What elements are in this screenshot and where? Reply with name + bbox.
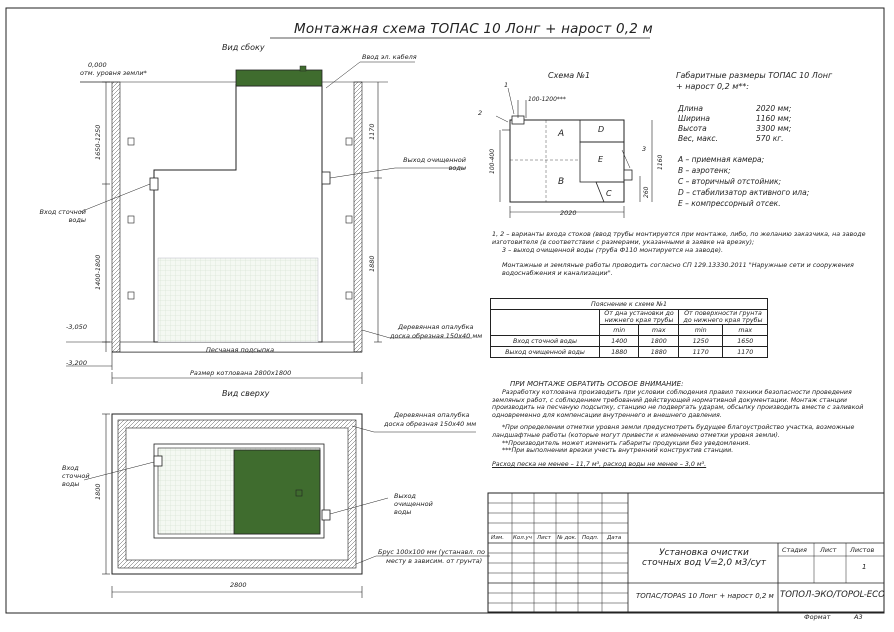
cell: 1880 (600, 347, 639, 358)
legend-item: С – вторичный отстойник; (678, 177, 782, 186)
top-formwork-board: доска обрезная 150х40 мм (384, 420, 477, 428)
scheme-dim-100-1200: 100-1200*** (528, 96, 566, 103)
dim-row-label: Вес, макс. (678, 134, 718, 143)
dimensions-heading-2: + нарост 0,2 м**: (676, 82, 749, 91)
sand-bed-label: Песчаная подсыпка (206, 346, 275, 354)
note-standards: Монтажные и земляные работы проводить согласно СП 129.13330.2011 "Наружные сети и сооружения водоснабжения и канализации". (502, 261, 854, 277)
scheme-notes (492, 230, 874, 277)
installation-notes (492, 381, 876, 469)
attention-heading: ПРИ МОНТАЖЕ ОБРАТИТЬ ОСОБОЕ ВНИМАНИЕ: (510, 380, 684, 388)
consumption-note: Расход песка не менее – 11,7 м³, расход воды не менее – 3,0 м³. (492, 461, 707, 469)
stamp-col-doc: № док. (557, 535, 577, 541)
stamp-stage: Стадия (782, 546, 807, 554)
cable-inlet-label: Ввод эл. кабеля (362, 53, 417, 61)
tank-neck (236, 70, 322, 86)
scheme-num-1: 1 (504, 81, 509, 89)
dim-row-label: Длина (678, 104, 704, 113)
row-label: Вход сточной воды (491, 336, 600, 347)
mark-3200: -3,200 (66, 359, 87, 367)
legend-item: Е – компрессорный отсек. (678, 199, 781, 208)
zero-caption: отм. уровня земли* (80, 69, 147, 77)
mark-3050: -3,050 (66, 323, 87, 331)
legend-item: В – аэротенк; (678, 166, 731, 175)
scheme-zone-b: B (558, 177, 565, 187)
side-formwork-label: Деревянная опалубка (398, 323, 474, 331)
top-dim-1800: 1800 (94, 483, 102, 500)
cell: 1880 (639, 347, 678, 358)
zero-mark: 0,000 (88, 61, 107, 69)
stamp-col-list: Лист (537, 535, 551, 541)
scheme-explanation-table (490, 298, 768, 358)
cell: 1650 (723, 336, 768, 347)
dim-1170: 1170 (368, 123, 376, 140)
stamp-format-value: А3 (854, 613, 863, 621)
stamp-col-kol: Кол.уч (513, 535, 533, 541)
table-row (491, 347, 768, 358)
attention-p1: Разработку котлована производить при условии соблюдения правил техники безопасности проведения земляных работ, с соблюдением требований действующей нормативной документации. Монтаж станции производить на песчаную подсыпку, станцию не подвергать ударам, обсыпку производить вместе с заливкой одновременно для компенсации внутреннего и внешнего давления. (492, 388, 864, 420)
legend-item: А – приемная камера; (678, 155, 765, 164)
scheme-zone-d: D (598, 125, 605, 134)
side-outlet-label: Выход очищенной воды (403, 156, 466, 172)
top-formwork-label: Деревянная опалубка (394, 411, 470, 419)
scheme-num-2: 2 (478, 109, 483, 117)
attention-p4: ***При выполнении врезки учесть внутренний конструктив станции. (502, 447, 734, 455)
stamp-col-date: Дата (607, 535, 622, 541)
top-view-label: Вид сверху (222, 389, 270, 398)
row-label: Выход очищенной воды (491, 347, 600, 358)
stamp-sheet: Лист (820, 546, 837, 554)
dim-row-label: Ширина (678, 114, 711, 123)
col-from-bottom: От дна установки до нижнего края трубы (600, 310, 679, 325)
scheme-dim-100-400: 100-400 (489, 148, 496, 174)
top-outlet-label: Выход очищенной воды (394, 492, 433, 516)
dimensions-heading-1: Габаритные размеры ТОПАС 10 Лонг (676, 71, 833, 80)
stamp-product: ТОПАС/TOPAS 10 Лонг + нарост 0,2 м (636, 592, 774, 600)
dim-row-value: 2020 мм; (756, 104, 792, 113)
top-inlet-label: Вход сточной воды (62, 464, 90, 488)
dim-row-value: 570 кг. (756, 134, 784, 143)
side-formwork-board: доска обрезная 150х40 мм (390, 332, 483, 340)
dim-row-value: 1160 мм; (756, 114, 792, 123)
stamp-format-label: Формат (804, 613, 831, 621)
scheme-zone-a: A (558, 129, 565, 139)
scheme-zone-e: E (598, 155, 604, 164)
scheme-1-drawing (496, 88, 652, 218)
scheme-label: Схема №1 (548, 71, 591, 80)
attention-p3: **Производитель может изменить габариты продукции без уведомления. (502, 439, 751, 447)
table-row (491, 336, 768, 347)
col-min: min (678, 325, 723, 336)
pit-size-label: Размер котлована 2800х1800 (190, 369, 292, 377)
beam-label-1: Брус 100х100 мм (устанавл. по (378, 548, 485, 556)
cell: 1170 (723, 347, 768, 358)
stamp-col-izm: Изм. (491, 535, 504, 541)
cell: 1800 (639, 336, 678, 347)
dim-1400-1800: 1400-1800 (94, 254, 102, 290)
dim-row-label: Высота (678, 124, 707, 133)
scheme-dim-2020: 2020 (560, 209, 577, 217)
note-inlet-variants: 1, 2 – варианты входа стоков (ввод трубы монтируется при монтаже, либо, по желанию заказчика, на заводе изготовителя (в соответствии с размерами, указанными в заявке на врезку); (492, 230, 866, 246)
note-outlet: 3 – выход очищенной воды (труба Ф110 монтируется на заводе). (502, 246, 724, 254)
cell: 1250 (678, 336, 723, 347)
scheme-dim-1160: 1160 (657, 154, 664, 170)
legend-item: D – стабилизатор активного ила; (678, 188, 810, 197)
tank-top-lid (234, 450, 320, 534)
stamp-sheets: Листов (850, 546, 875, 554)
side-view-label: Вид сбоку (222, 43, 265, 52)
stamp-company: ТОПОЛ-ЭКО/TOPOL-ECO (780, 590, 885, 600)
scheme-zone-c: C (606, 189, 612, 198)
side-inlet-label: Вход сточной воды (39, 208, 86, 224)
table-caption: Пояснение к схеме №1 (491, 299, 768, 310)
stamp-sheets-value: 1 (862, 563, 867, 571)
stamp-col-sign: Подп. (582, 535, 599, 541)
col-from-surface: От поверхности грунта до нижнего края трубы (678, 310, 767, 325)
scheme-dim-260: 260 (643, 186, 650, 198)
col-max: max (639, 325, 678, 336)
cell: 1170 (678, 347, 723, 358)
dim-1650-1250: 1650-1250 (94, 124, 102, 160)
page-title: Монтажная схема ТОПАС 10 Лонг + нарост 0,2 м (294, 21, 653, 37)
top-dim-2800: 2800 (230, 581, 247, 589)
col-min: min (600, 325, 639, 336)
col-max: max (723, 325, 768, 336)
dim-1880: 1880 (368, 255, 376, 272)
scheme-num-3: 3 (642, 145, 647, 153)
attention-p2: *При определении отметки уровня земли предусмотреть будущее благоустройство участка, возможные ландшафтные работы (которые могут привести к изменению отметки уровня земли). (492, 423, 855, 439)
beam-label-2: месту в зависим. от грунта) (386, 557, 483, 565)
stamp-title: Установка очистки сточных вод V=2,0 м3/сут (641, 548, 767, 568)
cell: 1400 (600, 336, 639, 347)
dim-row-value: 3300 мм; (756, 124, 792, 133)
